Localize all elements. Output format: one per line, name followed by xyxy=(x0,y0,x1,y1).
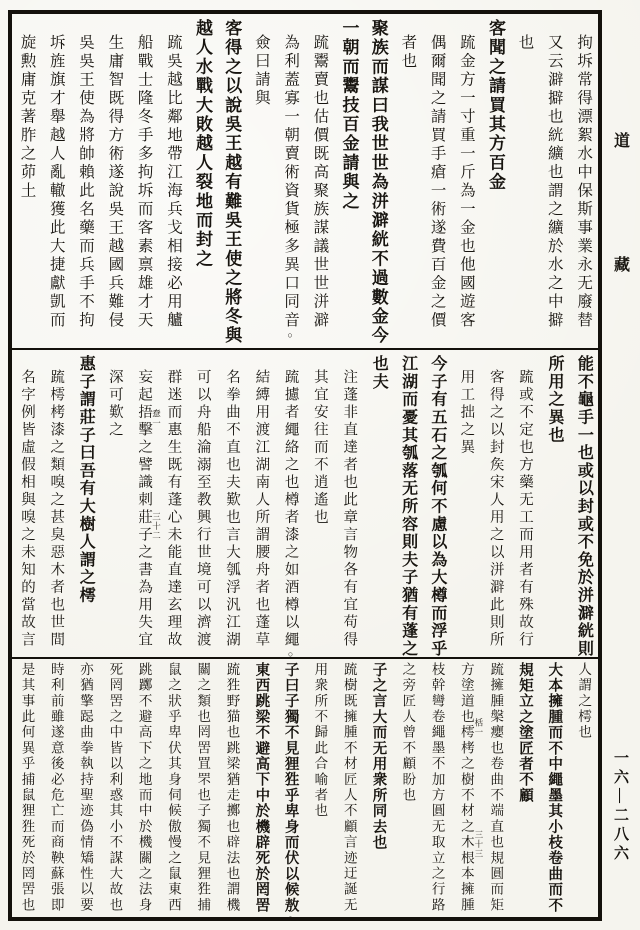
column-text: 客得之以封矦宋人用之以洴澼此則所 xyxy=(487,369,504,649)
punctuation-circle: ○ xyxy=(285,649,296,659)
commentary-text-column xyxy=(305,355,334,657)
column-text: 䟽吳越比鄰地帶江海兵戈相接必用艫 xyxy=(164,34,182,330)
commentary-text-column xyxy=(71,19,100,348)
column-text: 大本擁腫而不中繩墨其小枝卷曲而不 xyxy=(546,662,563,914)
column-text: 關之類也罔罟罝罘也子獨不見狸狌捕 xyxy=(195,662,211,914)
column-text: 䟽擁腫槃癭也卷曲不端直也規圓而矩 xyxy=(488,662,504,914)
column-text: 結縛用渡江湖南人所謂腰舟者也蓬草 xyxy=(253,369,270,649)
scripture-text-column xyxy=(217,19,246,348)
commentary-text-column xyxy=(452,19,481,348)
column-text: 今子有五石之瓠何不慮以為大樽而浮乎 xyxy=(428,355,446,658)
scripture-text-column xyxy=(422,355,451,657)
column-text: 生庸智既得方術遂說吳王越國兵難侵 xyxy=(106,34,124,330)
column-text: 吳吳王使為將帥賴此名藥而兵手不拘 xyxy=(77,34,95,330)
column-text: 䟽金方一寸重一斤為一金也他國遊客 xyxy=(457,34,475,330)
scripture-text-column xyxy=(569,355,598,657)
scripture-text-column xyxy=(71,355,100,657)
commentary-text-column xyxy=(159,355,188,657)
collation-note: 三十三 xyxy=(473,830,484,859)
column-text: 之旁匠人曾不顧盼也 xyxy=(400,662,416,804)
commentary-text-column xyxy=(100,355,129,657)
column-text: 䟽或不定也方藥无工而用者有殊故行 xyxy=(517,369,533,649)
commentary-text-column xyxy=(276,355,305,657)
commentary-text-column xyxy=(334,662,363,917)
column-text: 船戰士隆冬手多拘坼而客素禀雄才天 xyxy=(135,34,153,330)
panel-top-register xyxy=(12,14,598,348)
commentary-text-column xyxy=(481,662,510,917)
commentary-text-column xyxy=(393,19,422,348)
column-text: 名字例皆虛假相與嗅之未知的當故言 xyxy=(18,369,35,649)
margin-canon-title-zang: 藏 xyxy=(613,257,630,274)
collation-note: 惷一 xyxy=(151,409,162,429)
margin-canon-title-dao: 道 xyxy=(613,133,630,150)
scripture-text-column xyxy=(539,662,568,917)
commentary-text-column xyxy=(188,355,217,657)
commentary-text-column xyxy=(569,662,598,917)
commentary-text-column xyxy=(41,662,70,917)
column-text: 妄起捂擊之譬識刺莊子之書為用失宜 xyxy=(136,369,153,649)
commentary-text-column xyxy=(452,355,481,657)
column-text: 䟽樹既擁腫不材匠人不顧言迹迂誕无 xyxy=(341,662,357,914)
scripture-text-column xyxy=(364,355,393,657)
column-text: 用衆所不歸此合喻者也 xyxy=(312,662,328,819)
column-text: 子曰子獨不見狸狌乎卑身而伏以候敖○ xyxy=(282,662,299,924)
column-text: 䟽狌野猫也跳梁猶走擲也辟法也謂機 xyxy=(224,662,240,914)
margin-page-number: 一六—二八六 xyxy=(612,750,628,864)
column-text: 客聞之請買其方百金 xyxy=(485,19,505,192)
column-text: 名拳曲不直也夫歎也言大瓠浮汎江湖 xyxy=(224,369,241,649)
commentary-text-column xyxy=(71,662,100,917)
column-text: 鼠之狀乎卑伏其身伺候傲慢之鼠東西 xyxy=(165,662,181,914)
column-text: 深可歎之 xyxy=(106,369,123,439)
commentary-text-column xyxy=(100,19,129,348)
commentary-text-column xyxy=(159,19,188,348)
column-text: 者也 xyxy=(399,34,417,71)
commentary-text-column xyxy=(217,355,246,657)
collation-note: 栝一 xyxy=(473,718,484,738)
scripture-text-column xyxy=(510,662,539,917)
scripture-text-column xyxy=(276,662,305,924)
scripture-text-column xyxy=(364,662,393,917)
scripture-text-column xyxy=(188,19,217,348)
column-text: 江湖而憂其瓠落无所容則夫子猶有蓬之 xyxy=(399,355,417,658)
commentary-text-column xyxy=(100,662,129,917)
commentary-text-column xyxy=(422,662,451,917)
column-text: 所用之異也 xyxy=(546,355,564,444)
column-text: 䟽攄者繩絡之也樽者漆之如酒樽以繩○ xyxy=(282,369,299,659)
commentary-text-column xyxy=(129,355,162,657)
commentary-text-column xyxy=(305,662,334,917)
punctuation-circle: ○ xyxy=(285,330,296,340)
column-text: 為利蓋寡一朝賣術資貨極多異口同音○ xyxy=(282,34,300,340)
commentary-text-column xyxy=(452,662,484,917)
commentary-text-column xyxy=(276,19,305,348)
commentary-text-column xyxy=(393,662,422,917)
column-text: 規矩立之塗匠者不顧 xyxy=(517,662,533,804)
column-text: 死罔罟之中皆以利惑其小不謀大故也 xyxy=(107,662,123,914)
column-text: 客得之以說吳王越有難吳王使之將冬與 xyxy=(222,19,242,346)
column-text: 坼旌旗才舉越人亂轍獲此大捷獻凱而 xyxy=(47,34,65,330)
text-frame xyxy=(8,10,602,924)
column-text: 能不龜手一也或以封或不免於洴澼絖則 xyxy=(575,355,593,658)
commentary-text-column xyxy=(246,355,275,657)
column-text: 一朝而鬻技百金請與之 xyxy=(339,19,359,211)
column-text: 偶爾聞之請買手瘡一術遂費百金之價 xyxy=(428,34,446,330)
column-text: 僉曰請與 xyxy=(252,34,270,108)
commentary-text-column xyxy=(217,662,246,917)
commentary-text-column xyxy=(569,19,598,348)
column-text: 人謂之樗也 xyxy=(576,662,592,741)
punctuation-circle: ○ xyxy=(285,913,296,924)
column-text: 時利前雖遂意後必危亡而商鞅蘇張即 xyxy=(48,662,64,914)
commentary-text-column xyxy=(246,19,275,348)
commentary-text-column xyxy=(12,355,41,657)
column-text: 亦猶擎跽曲拳執持聖迹偽情矯性以要 xyxy=(78,662,94,914)
column-text: 拘坼常得漂絮水中保斯事業永无廢替 xyxy=(575,34,593,330)
commentary-text-column xyxy=(159,662,188,917)
column-text: 群迷而惠生既有蓬心未能直達玄理故 xyxy=(165,369,182,649)
column-text: 是其事此何異乎捕鼠狸狌死於罔罟也 xyxy=(19,662,35,914)
commentary-text-column xyxy=(510,19,539,348)
column-text: 䟽樗栲漆之類嗅之甚臭惡木者也世間 xyxy=(48,369,65,649)
scripture-text-column xyxy=(364,19,393,348)
column-text: 方塗道也樗栲之樹不材之木根本擁腫 xyxy=(458,662,474,914)
column-text: 其宜安往而不逍遙也 xyxy=(311,369,328,527)
column-text: 用工拙之異 xyxy=(458,369,475,457)
column-text: 越人水戰大敗越人裂地而封之 xyxy=(192,19,212,269)
commentary-text-column xyxy=(481,355,510,657)
commentary-text-column xyxy=(41,355,70,657)
column-text: 可以舟船淪溺至教興行世境可以濟渡 xyxy=(194,369,211,649)
commentary-text-column xyxy=(41,19,70,348)
scripture-text-column xyxy=(481,19,510,348)
scripture-text-column xyxy=(246,662,275,917)
scripture-text-column xyxy=(334,19,363,348)
scripture-text-column xyxy=(539,355,568,657)
column-text: 聚族而謀曰我世世為洴澼絖不過數金今 xyxy=(368,19,388,346)
commentary-text-column xyxy=(305,19,334,348)
column-text: 跳躑不避高下之地而中於機關之法身 xyxy=(136,662,152,914)
collation-note: 三十二 xyxy=(151,512,162,541)
column-text: 又云澼擗也絖纊也謂之纊於水之中擗 xyxy=(545,34,563,330)
commentary-text-column xyxy=(539,19,568,348)
column-text: 䟽鬻賣也估價既高聚族謀議世世洴澼 xyxy=(311,34,329,330)
column-text: 東西跳梁不避高下中於機辟死於罔罟 xyxy=(253,662,270,914)
commentary-text-column xyxy=(129,662,158,917)
scripture-text-column xyxy=(393,355,422,657)
commentary-text-column xyxy=(129,19,158,348)
column-text: 注蓬非直達者也此章言物各有宜苟得 xyxy=(341,369,358,649)
column-text: 也夫 xyxy=(370,355,388,391)
commentary-text-column xyxy=(12,662,41,917)
panel-bottom-register xyxy=(12,657,598,924)
column-text: 旋勲庸克著胙之茆土 xyxy=(18,34,36,201)
commentary-text-column xyxy=(188,662,217,917)
column-text: 子之言大而无用衆所同去也 xyxy=(370,662,387,851)
commentary-text-column xyxy=(334,355,363,657)
panel-middle-register xyxy=(12,348,598,657)
column-text: 枝幹彎卷繩墨不加方圓无取立之行路 xyxy=(429,662,445,914)
commentary-text-column xyxy=(510,355,539,657)
commentary-text-column xyxy=(422,19,451,348)
column-text: 也 xyxy=(516,34,534,53)
commentary-text-column xyxy=(12,19,41,348)
column-text: 惠子謂莊子曰吾有大樹人謂之樗 xyxy=(77,355,95,605)
